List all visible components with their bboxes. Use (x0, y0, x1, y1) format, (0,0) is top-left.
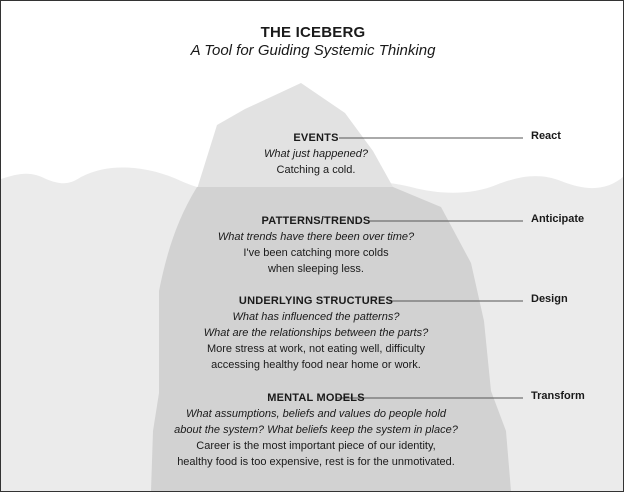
level-example: accessing healthy food near home or work. (211, 359, 421, 371)
level-mental-models (141, 390, 491, 470)
action-label-transform: Transform (531, 390, 585, 402)
level-structures (151, 293, 481, 373)
level-patterns (151, 213, 481, 277)
level-example: Career is the most important piece of our identity, (196, 440, 436, 452)
level-example: Catching a cold. (276, 164, 356, 176)
level-heading: EVENTS (293, 132, 339, 144)
level-example: More stress at work, not eating well, difficulty (206, 343, 426, 355)
action-label-anticipate: Anticipate (531, 213, 585, 225)
level-example: I've been catching more colds (243, 247, 389, 259)
level-heading: MENTAL MODELS (267, 392, 365, 404)
level-example: healthy food is too expensive, rest is for the unmotivated. (177, 456, 455, 468)
action-label-design: Design (531, 293, 568, 305)
level-heading: UNDERLYING STRUCTURES (238, 295, 394, 307)
level-example: when sleeping less. (267, 263, 364, 275)
level-question: What assumptions, beliefs and values do people hold (186, 408, 446, 420)
level-heading: PATTERNS/TRENDS (261, 215, 371, 227)
level-question: What are the relationships between the parts? (203, 327, 429, 339)
level-question: What trends have there been over time? (217, 231, 415, 243)
level-question: What has influenced the patterns? (232, 311, 400, 323)
level-events (151, 130, 481, 178)
action-label-react: React (531, 130, 561, 142)
level-question: What just happened? (264, 148, 368, 160)
diagram-subtitle: A Tool for Guiding Systemic Thinking (190, 42, 436, 59)
level-question: about the system? What beliefs keep the system in place? (174, 424, 458, 436)
diagram-title: THE ICEBERG (260, 24, 366, 41)
